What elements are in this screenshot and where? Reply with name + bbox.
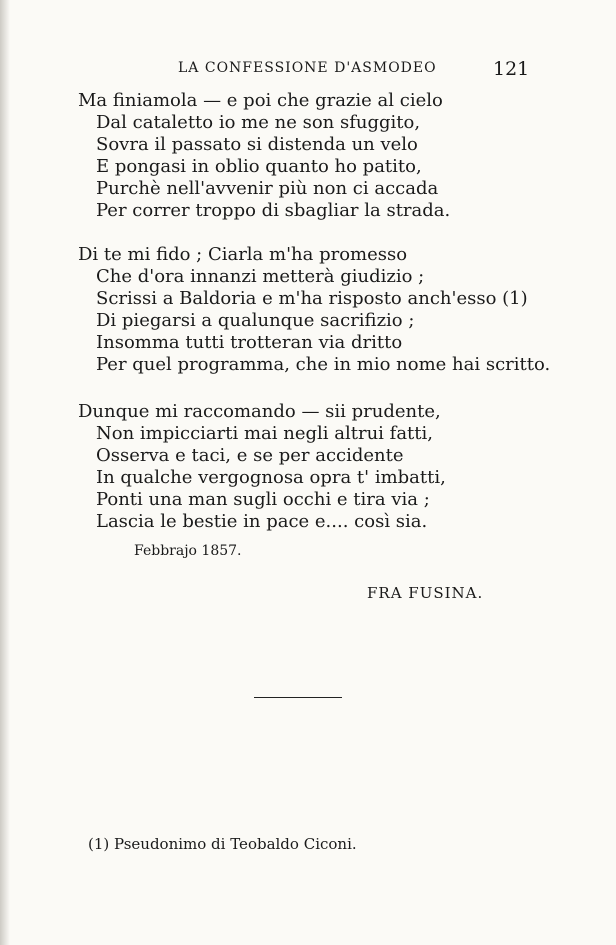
verse-line: Purchè nell'avvenir più non ci accada (96, 178, 439, 199)
page-edge-shadow (0, 0, 10, 945)
verse-line: Ponti una man sugli occhi e tira via ; (96, 489, 430, 510)
verse-line: Osserva e taci, e se per accidente (96, 445, 404, 466)
verse-line: Di te mi fido ; Ciarla m'ha promesso (78, 244, 408, 265)
running-title: LA CONFESSIONE D'ASMODEO (178, 60, 437, 76)
verse-line: Dal cataletto io me ne son sfuggito, (96, 112, 421, 133)
page-header (0, 60, 616, 84)
verse-line: E pongasi in oblio quanto ho patito, (96, 156, 422, 177)
verse-line: In qualche vergognosa opra t' imbatti, (96, 467, 446, 488)
verse-line: Insomma tutti trotteran via dritto (96, 332, 403, 353)
date-line: Febbrajo 1857. (134, 543, 242, 559)
section-divider (254, 697, 342, 698)
verse-line: Non impicciarti mai negli altrui fatti, (96, 423, 433, 444)
verse-line: Per quel programma, che in mio nome hai scritto. (96, 354, 551, 375)
signature: FRA FUSINA. (367, 584, 484, 602)
verse-line: Di piegarsi a qualunque sacrifizio ; (96, 310, 415, 331)
page-number: 121 (493, 58, 530, 80)
verse-line: Lascia le bestie in pace e.... così sia. (96, 511, 428, 532)
verse-line: Scrissi a Baldoria e m'ha risposto anch'esso (1) (96, 288, 528, 309)
verse-line: Ma finiamola — e poi che grazie al cielo (78, 90, 443, 111)
verse-line: Che d'ora innanzi metterà giudizio ; (96, 266, 425, 287)
verse-line: Per correr troppo di sbagliar la strada. (96, 200, 451, 221)
verse-line: Sovra il passato si distenda un velo (96, 134, 418, 155)
footnote: (1) Pseudonimo di Teobaldo Ciconi. (88, 835, 357, 853)
verse-line: Dunque mi raccomando — sii prudente, (78, 401, 441, 422)
